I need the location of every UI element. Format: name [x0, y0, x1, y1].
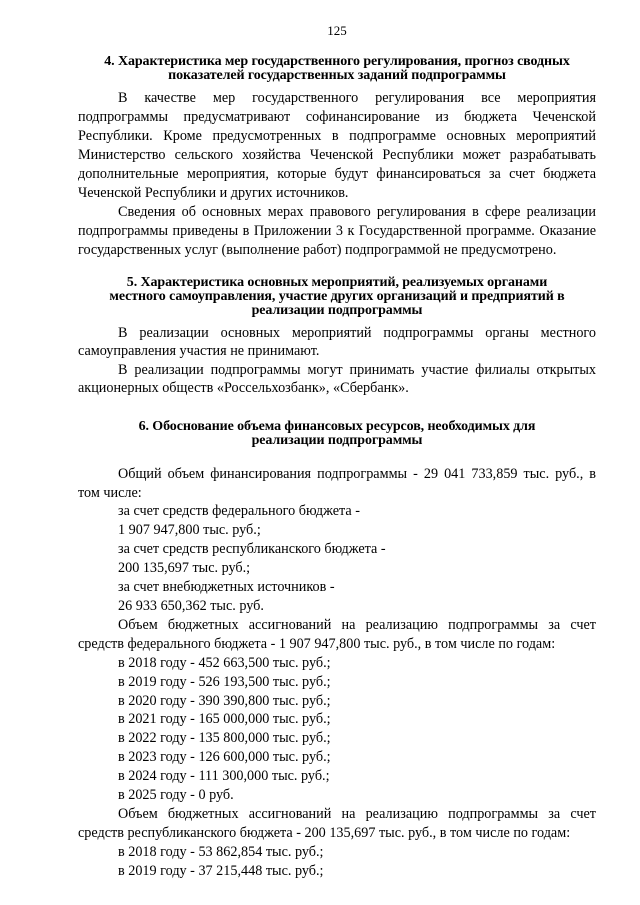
section-5-title-line-3: реализации подпрограммы — [251, 303, 423, 318]
federal-years-list — [78, 654, 596, 805]
funding-source-line: за счет внебюджетных источников - — [118, 579, 335, 596]
federal-year-line: в 2024 году - 111 300,000 тыс. руб.; — [118, 768, 330, 785]
section-4-title-line-1: 4. Характеристика мер государственного регулирования, прогноз сводных — [104, 54, 570, 69]
federal-year-line: в 2023 году - 126 600,000 тыс. руб.; — [118, 749, 331, 766]
section-4 — [78, 55, 596, 260]
republic-year-line: в 2018 году - 53 862,854 тыс. руб.; — [118, 843, 324, 860]
federal-year-line: в 2022 году - 135 800,000 тыс. руб.; — [118, 730, 331, 747]
section-5-title — [78, 276, 596, 318]
federal-year-line: в 2021 году - 165 000,000 тыс. руб.; — [118, 711, 331, 728]
federal-budget-intro: Объем бюджетных ассигнований на реализацию подпрограммы за счет средств федерального бюджета - 1 907 947,800 тыс. руб., в том числе по годам: — [78, 616, 596, 652]
section-5 — [78, 276, 596, 398]
section-4-title — [78, 55, 596, 83]
section-5-paragraph-2: В реализации подпрограммы могут принимать участие филиалы открытых акционерных обществ «Россельхозбанк», «Сбербанк». — [78, 361, 596, 397]
section-5-title-line-1: 5. Характеристика основных мероприятий, реализуемых органами — [126, 275, 548, 290]
section-4-paragraph-1: В качестве мер государственного регулирования все мероприятия подпрограммы предусматривают софинансирование из бюджета Чеченской Республики. Кроме предусмотренных в подпрограмме основных мероприятий Министерство сельского хозяйства Чеченской Республики может разрабатывать дополнительные мероприятия, которые будут финансироваться за счет бюджета Чеченской Республики и других источников. — [78, 90, 596, 201]
funding-source-line: за счет средств республиканского бюджета - — [118, 541, 386, 558]
section-4-title-line-2: показателей государственных заданий подпрограммы — [168, 68, 506, 83]
section-6-title-line-1: 6. Обоснование объема финансовых ресурсов, необходимых для — [138, 418, 536, 434]
total-financing: Общий объем финансирования подпрограммы - 29 041 733,859 тыс. руб., в том числе: — [78, 465, 596, 501]
funding-sources-list — [78, 502, 596, 615]
funding-source-line: 1 907 947,800 тыс. руб.; — [118, 522, 261, 539]
republic-budget-intro: Объем бюджетных ассигнований на реализацию подпрограммы за счет средств республиканского бюджета - 200 135,697 тыс. руб., в том числе по годам: — [78, 805, 596, 841]
federal-year-line: в 2020 году - 390 390,800 тыс. руб.; — [118, 692, 331, 709]
federal-year-line: в 2025 году - 0 руб. — [118, 787, 234, 804]
funding-source-line: 200 135,697 тыс. руб.; — [118, 560, 251, 577]
federal-year-line: в 2018 году - 452 663,500 тыс. руб.; — [118, 654, 331, 671]
section-5-paragraph-1: В реализации основных мероприятий подпрограммы органы местного самоуправления участия не принимают. — [78, 325, 596, 360]
section-5-title-line-2: местного самоуправления, участие других организаций и предприятий в — [109, 289, 565, 304]
funding-source-line: за счет средств федерального бюджета - — [118, 503, 360, 520]
section-6-title-line-2: реализации подпрограммы — [251, 432, 423, 448]
page-number: 125 — [327, 23, 347, 38]
republic-year-line: в 2019 году - 37 215,448 тыс. руб.; — [118, 862, 324, 879]
document-page — [78, 24, 596, 881]
section-6-title — [78, 420, 596, 448]
section-6 — [78, 420, 596, 881]
federal-year-line: в 2019 году - 526 193,500 тыс. руб.; — [118, 673, 331, 690]
republic-years-list — [78, 843, 596, 881]
section-4-paragraph-2: Сведения об основных мерах правового регулирования в сфере реализации подпрограммы приведены в Приложении 3 к Государственной программе. Оказание государственных услуг (выполнение работ) подпрограммой не предусмотрено. — [78, 204, 596, 258]
funding-source-line: 26 933 650,362 тыс. руб. — [118, 597, 264, 614]
